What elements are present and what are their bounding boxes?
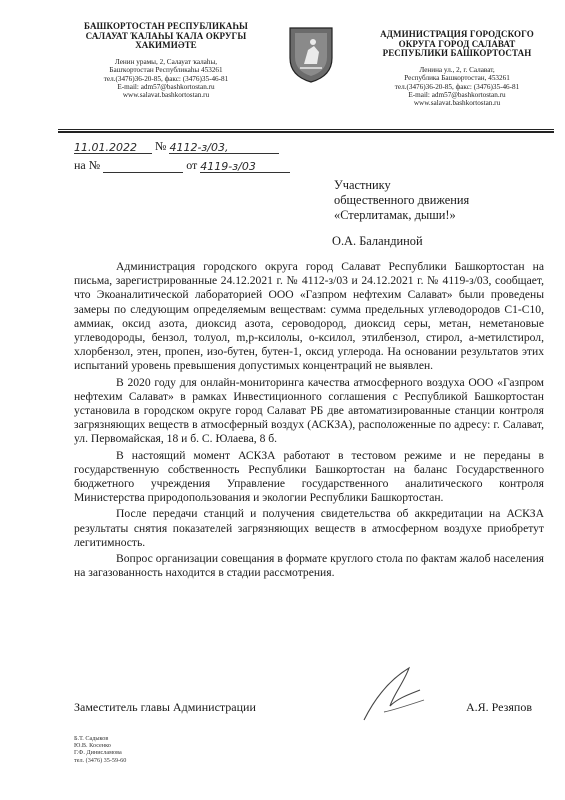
letterhead-left-title-3: ХАКИМИӘТЕ — [135, 40, 197, 51]
executor-2: Ю.В. Косенко — [74, 742, 111, 750]
registration-number-label: № — [155, 139, 167, 153]
body-paragraph-1: Администрация городского округа город Салават Республики Башкортостан на письма, зарегистрированные 24.12.2021 г. № 4112-з/03 и 24.12.2021 г. № 4119-з/03, сообщает, что Экоаналитической лабораторией ООО «Газпром нефтехим Салават» были проведены замеры по следующим определяемым веществам: сумма предельных углеводородов С1-С10, аммиак, оксид азота, диоксид азота, сероводород, диоксид серы, метан, неметановые углеводороды, бензол, толуол, m,p-ксилолы, о-ксилол, этилбензол, стирол, а-метилстирол, хлорбензол, этен, пропен, изо-бутен, бутен-1, оксид углерода. На основании результатов этих испытаний уровень превышения допустимых концентраций не выявлен. — [74, 260, 544, 373]
body-paragraph-3: В настоящий момент АСКЗА работают в тестовом режиме и не переданы в государственную собственность Республики Башкортостан на баланс Государственного бюджетного учреждения Управление государственного аналитического контроля Министерства природопользования и экологии Республики Башкортостан. — [74, 448, 544, 505]
letterhead-right-address-2: Республика Башкортостан, 453261 — [404, 74, 510, 83]
letterhead-divider-thin — [58, 129, 554, 130]
letterhead-left-phone: тел.(3476)36-20-85, факс: (3476)35-46-81 — [103, 74, 229, 83]
reference-blank — [103, 160, 183, 173]
reference-from-label: от — [186, 158, 198, 172]
incoming-reference — [74, 158, 290, 173]
registration-number: 4112-з/03, — [169, 141, 279, 154]
signatory-position: Заместитель главы Администрации — [74, 700, 256, 714]
addressee-line-2: общественного движения — [334, 193, 470, 207]
executor-3: Г.Ф. Динисламова — [74, 749, 122, 757]
letterhead-right — [362, 30, 552, 108]
letterhead-right-phone: тел.(3476)36-20-85, факс: (3476)35-46-81 — [394, 82, 520, 91]
addressee-line-1: Участнику — [334, 178, 391, 192]
letterhead-left-address-1: Ленин урамы, 2, Салауат ҡалаһы, — [114, 57, 218, 66]
letterhead-right-title-3: РЕСПУБЛИКИ БАШКОРТОСТАН — [382, 48, 532, 59]
letterhead-left-title-1: БАШКОРТОСТАН РЕСПУБЛИКАҺЫ — [84, 21, 248, 31]
signatory-name: А.Я. Резяпов — [466, 700, 533, 714]
addressee-block — [334, 178, 554, 223]
outgoing-registration — [74, 139, 279, 154]
addressee-line-3: «Стерлитамак, дыши!» — [334, 208, 456, 222]
letter-body — [74, 260, 544, 582]
letterhead-right-email: E-mail: adm57@bashkortostan.ru — [408, 91, 506, 99]
recipient-name: О.А. Баландиной — [332, 234, 423, 248]
letterhead-right-website: www.salavat.bashkortostan.ru — [413, 99, 501, 108]
executor-phone: тел. (3476) 35-59-60 — [74, 756, 127, 764]
letterhead-left-title-2: САЛАУАТ ҠАЛАҺЫ ҠАЛА ОКРУГЫ — [85, 30, 247, 41]
reference-prefix: на № — [74, 158, 101, 172]
letterhead-left — [66, 22, 266, 100]
city-coat-of-arms-icon — [286, 24, 336, 84]
executors-footer — [74, 735, 126, 764]
letterhead-left-website: www.salavat.bashkortostan.ru — [122, 91, 210, 100]
executor-1: Б.Т. Садыков — [74, 735, 109, 742]
reference-number: 4119-з/03 — [200, 160, 290, 173]
letterhead-right-address-1: Ленина ул., 2, г. Салават, — [419, 65, 495, 74]
letterhead-left-address-2: Башҡортостан Республикаһы 453261 — [109, 66, 223, 75]
body-paragraph-4: После передачи станций и получения свидетельства об аккредитации на АСКЗА результаты снятия показателей загрязняющих веществ в атмосферном воздухе приобретут легитимность. — [74, 507, 544, 549]
letterhead-right-title-2: ОКРУГА ГОРОД САЛАВАТ — [398, 38, 516, 49]
letterhead-left-email: E-mail: adm57@bashkortostan.ru — [117, 83, 215, 91]
body-paragraph-2: В 2020 году для онлайн-мониторинга качества атмосферного воздуха ООО «Газпром нефтехим Салават» в рамках Инвестиционного соглашения с Республикой Башкортостан установила в городском округе город Салават РБ две автоматизированные станции контроля загрязняющих веществ в атмосферный воздух (АСКЗА), расположенные по адресу: г. Салават, ул. Первомайская, 18 и б. С. Юлаева, 8 б. — [74, 375, 544, 446]
letterhead-divider-thick — [58, 131, 554, 133]
letterhead-right-title-1: АДМИНИСТРАЦИЯ ГОРОДСКОГО — [380, 29, 534, 39]
registration-date: 11.01.2022 — [74, 141, 152, 154]
handwritten-signature-icon — [354, 660, 434, 730]
body-paragraph-5: Вопрос организации совещания в формате круглого стола по фактам жалоб населения на загазованность находится в стадии рассмотрения. — [74, 552, 544, 580]
